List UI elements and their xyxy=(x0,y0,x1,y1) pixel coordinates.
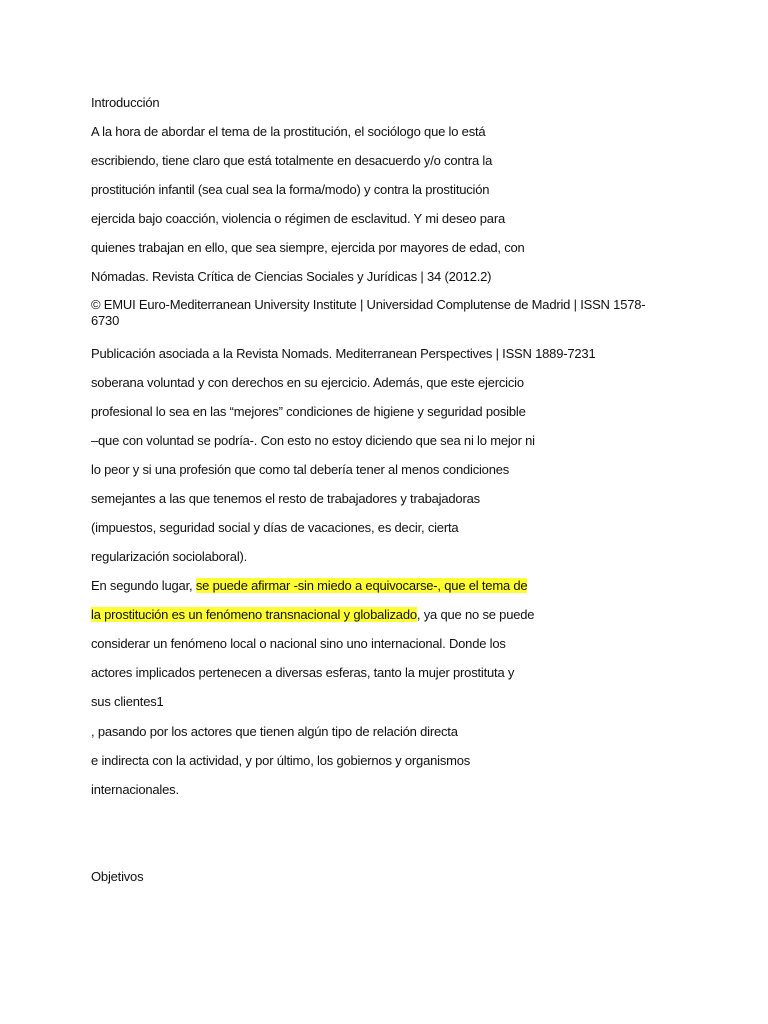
text-line: ejercida bajo coacción, violencia o régimen de esclavitud. Y mi deseo para xyxy=(91,211,505,226)
text-line: sus clientes1 xyxy=(91,694,164,709)
journal-citation: Nómadas. Revista Crítica de Ciencias Sociales y Jurídicas | 34 (2012.2) xyxy=(91,269,492,284)
text-line: lo peor y si una profesión que como tal debería tener al menos condiciones xyxy=(91,462,510,477)
text-line: (impuestos, seguridad social y días de vacaciones, es decir, cierta xyxy=(91,520,459,535)
text-line: soberana voluntad y con derechos en su ejercicio. Además, que este ejercicio xyxy=(91,375,524,390)
text-line: semejantes a las que tenemos el resto de trabajadores y trabajadoras xyxy=(91,491,480,506)
text-segment: En segundo lugar, xyxy=(91,578,196,593)
associated-publication: Publicación asociada a la Revista Nomads. Mediterranean Perspectives | ISSN 1889-7231 xyxy=(91,346,596,361)
text-line xyxy=(91,607,534,623)
text-line: internacionales. xyxy=(91,782,179,797)
text-line: profesional lo sea en las “mejores” condiciones de higiene y seguridad posible xyxy=(91,404,526,419)
publisher-notice: © EMUI Euro-Mediterranean University Institute | Universidad Complutense de Madrid | ISSN 1578-6730 xyxy=(91,297,646,328)
text-line: actores implicados pertenecen a diversas esferas, tanto la mujer prostituta y xyxy=(91,665,515,680)
text-line: e indirecta con la actividad, y por último, los gobiernos y organismos xyxy=(91,753,471,768)
text-line: quienes trabajan en ello, que sea siempre, ejercida por mayores de edad, con xyxy=(91,240,525,255)
text-line: , pasando por los actores que tienen algún tipo de relación directa xyxy=(91,724,458,739)
heading-objetivos: Objetivos xyxy=(91,869,144,884)
text-line: prostitución infantil (sea cual sea la forma/modo) y contra la prostitución xyxy=(91,182,490,197)
heading-introduccion: Introducción xyxy=(91,95,160,110)
text-line: escribiendo, tiene claro que está totalmente en desacuerdo y/o contra la xyxy=(91,153,493,168)
text-line: –que con voluntad se podría-. Con esto no estoy diciendo que sea ni lo mejor ni xyxy=(91,433,535,448)
text-line: A la hora de abordar el tema de la prostitución, el sociólogo que lo está xyxy=(91,124,486,139)
highlighted-text: la prostitución es un fenómeno transnacional y globalizado xyxy=(91,607,417,622)
text-line: considerar un fenómeno local o nacional sino uno internacional. Donde los xyxy=(91,636,506,651)
text-line xyxy=(91,578,527,594)
text-line: regularización sociolaboral). xyxy=(91,549,248,564)
highlighted-text: se puede afirmar -sin miedo a equivocarse-, que el tema de xyxy=(195,578,528,593)
text-segment: , ya que no se puede xyxy=(416,607,535,622)
